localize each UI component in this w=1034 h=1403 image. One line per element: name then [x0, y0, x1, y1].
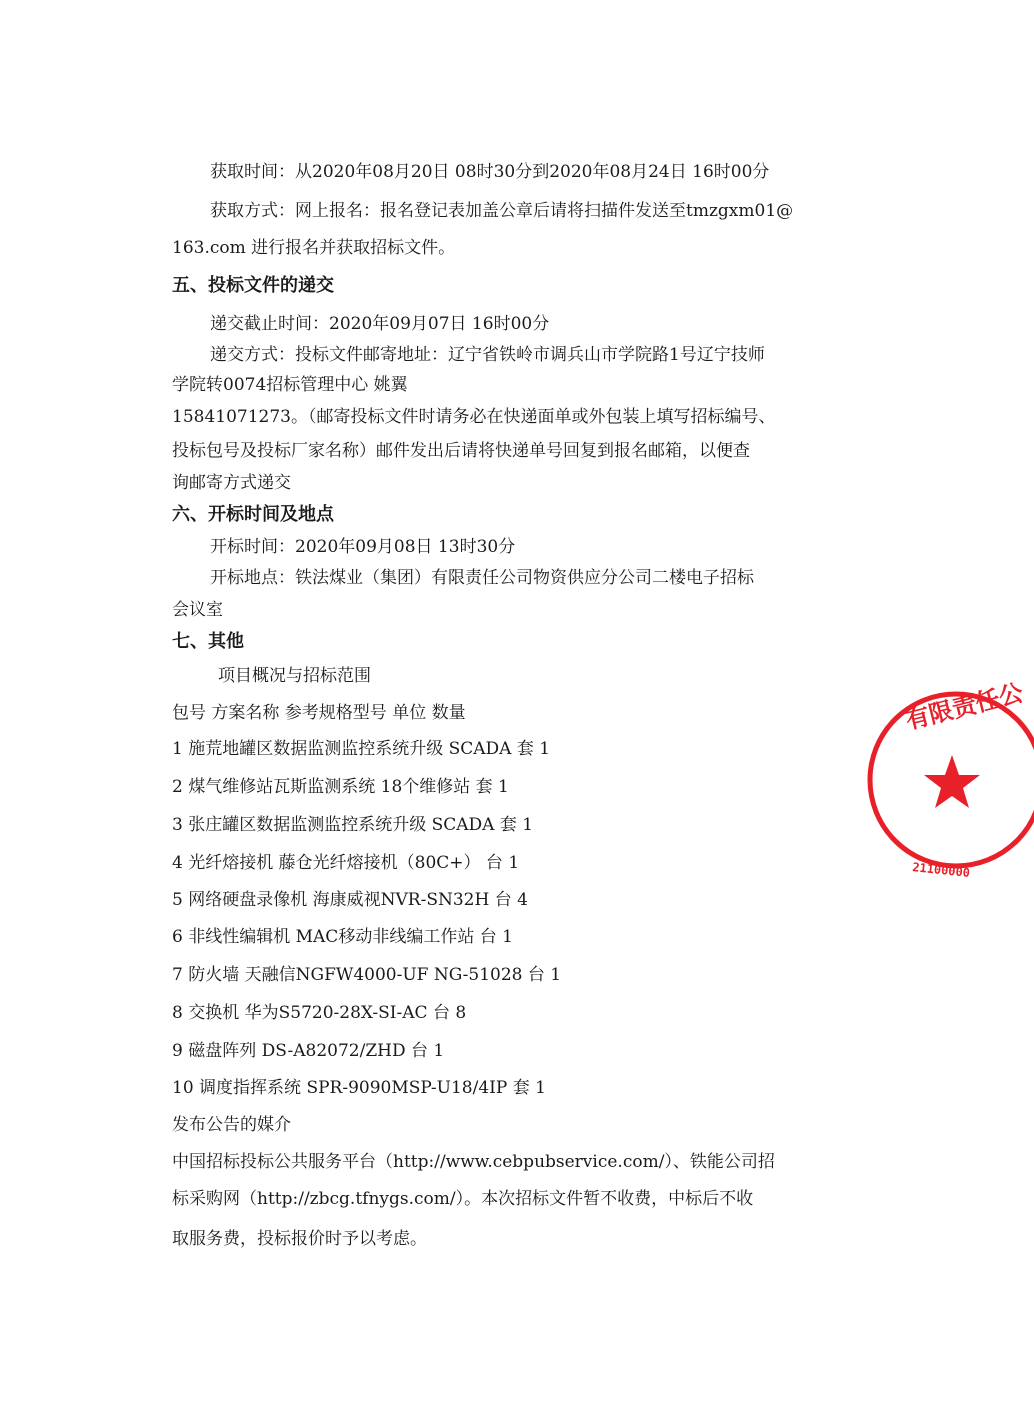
opening-time: 开标时间：2020年09月08日 13时30分 — [210, 537, 516, 557]
list-item: 7 防火墙 天融信NGFW4000-UF NG-51028 台 1 — [172, 965, 562, 985]
list-item: 8 交换机 华为S5720-28X-SI-AC 台 8 — [172, 1003, 467, 1023]
submission-method-line3: 15841071273。（邮寄投标文件时请务必在快递面单或外包装上填写招标编号、 — [172, 407, 776, 427]
media-heading: 发布公告的媒介 — [172, 1115, 291, 1135]
project-overview-subheading: 项目概况与招标范围 — [218, 666, 371, 686]
opening-place-line1: 开标地点：铁法煤业（集团）有限责任公司物资供应分公司二楼电子招标 — [210, 568, 754, 588]
list-item: 3 张庄罐区数据监测监控系统升级 SCADA 套 1 — [172, 815, 534, 835]
media-line2: 标采购网（http://zbcg.tfnygs.com/）。本次招标文件暂不收费，中标后不收 — [172, 1189, 754, 1209]
list-item: 2 煤气维修站瓦斯监测系统 18个维修站 套 1 — [172, 777, 509, 797]
section5-heading: 五、投标文件的递交 — [172, 275, 334, 296]
seal-number: 21100000 — [911, 860, 971, 881]
section7-heading: 七、其他 — [172, 631, 244, 652]
media-line1: 中国招标投标公共服务平台（http://www.cebpubservice.com/）、铁能公司招 — [172, 1152, 775, 1172]
acquisition-method-line2: 163.com 进行报名并获取招标文件。 — [172, 238, 456, 258]
submission-deadline: 递交截止时间：2020年09月07日 16时00分 — [210, 314, 550, 334]
list-item: 5 网络硬盘录像机 海康威视NVR-SN32H 台 4 — [172, 890, 528, 910]
submission-method-line2: 学院转0074招标管理中心 姚翼 — [172, 375, 408, 395]
list-item: 1 施荒地罐区数据监测监控系统升级 SCADA 套 1 — [172, 739, 551, 759]
list-item: 6 非线性编辑机 MAC移动非线编工作站 台 1 — [172, 927, 513, 947]
submission-method-line5: 询邮寄方式递交 — [172, 473, 291, 493]
media-line3: 取服务费，投标报价时予以考虑。 — [172, 1229, 427, 1249]
seal-star-icon — [924, 755, 980, 808]
acquisition-time: 获取时间：从2020年08月20日 08时30分到2020年08月24日 16时00分 — [210, 162, 770, 182]
table-header: 包号 方案名称 参考规格型号 单位 数量 — [172, 703, 466, 723]
company-seal — [894, 678, 1034, 885]
seal-text: 有限责任公 — [902, 678, 1026, 735]
submission-method-line1: 递交方式：投标文件邮寄地址：辽宁省铁岭市调兵山市学院路1号辽宁技师 — [210, 345, 765, 365]
section6-heading: 六、开标时间及地点 — [172, 504, 334, 525]
list-item: 9 磁盘阵列 DS-A82072/ZHD 台 1 — [172, 1041, 445, 1061]
list-item: 10 调度指挥系统 SPR-9090MSP-U18/4IP 套 1 — [172, 1078, 546, 1098]
list-item: 4 光纤熔接机 藤仓光纤熔接机（80C+） 台 1 — [172, 853, 520, 873]
submission-method-line4: 投标包号及投标厂家名称）邮件发出后请将快递单号回复到报名邮箱，以便查 — [172, 441, 750, 461]
opening-place-line2: 会议室 — [172, 600, 223, 620]
acquisition-method-line1: 获取方式：网上报名：报名登记表加盖公章后请将扫描件发送至tmzgxm01@ — [210, 201, 794, 221]
